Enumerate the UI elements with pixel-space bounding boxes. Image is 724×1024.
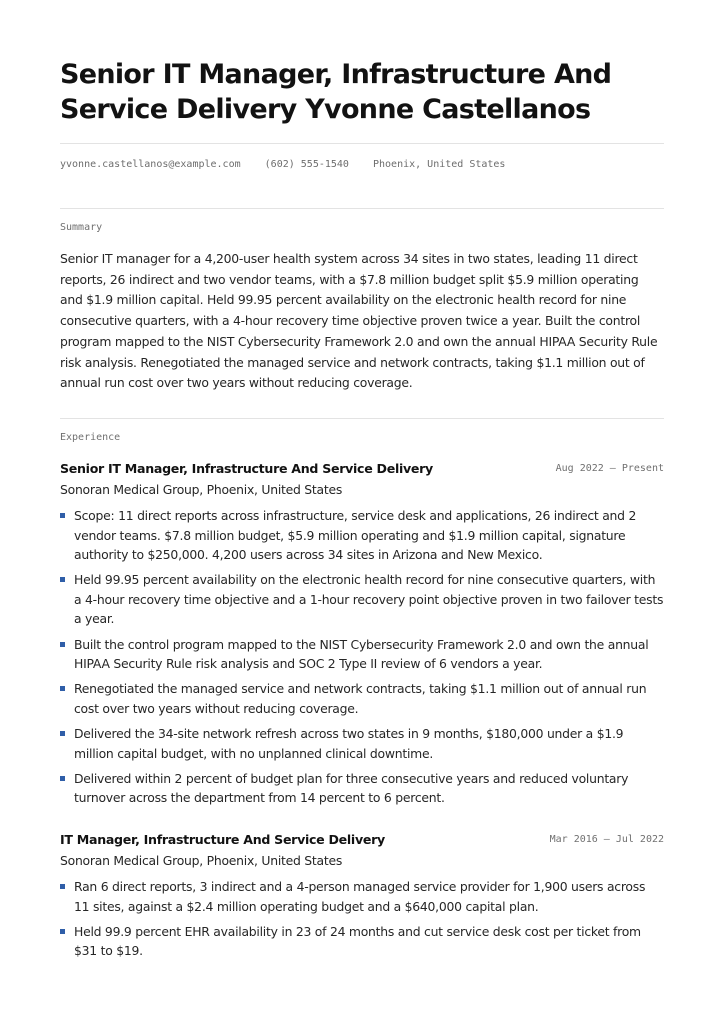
bullet-text: Held 99.95 percent availability on the electronic health record for nine consecutive quarters, with a 4-hour recovery time objective and a 1-hour recovery point objective proven in two failover tests a year. <box>74 572 664 627</box>
bullet-text: Held 99.9 percent EHR availability in 23 of 24 months and cut service desk cost per ticket from $31 to $19. <box>74 923 641 959</box>
divider <box>60 208 664 209</box>
list-item <box>60 570 664 629</box>
square-bullet-icon <box>60 884 65 889</box>
contact-location: Phoenix, United States <box>372 159 506 170</box>
job-bullets <box>60 506 664 808</box>
contact-phone[interactable]: (602) 555-1540 <box>264 159 349 170</box>
job-organization: Sonoran Medical Group, Phoenix, United States <box>60 853 343 868</box>
bullet-text: Built the control program mapped to the NIST Cybersecurity Framework 2.0 and own the annual HIPAA Security Rule risk analysis and SOC 2 Type II review of 6 vendors a year. <box>74 636 649 672</box>
square-bullet-icon <box>60 577 65 582</box>
list-item <box>60 922 664 961</box>
job-organization: Sonoran Medical Group, Phoenix, United States <box>60 482 343 497</box>
job-entry <box>60 459 664 813</box>
square-bullet-icon <box>60 776 65 781</box>
bullet-text: Delivered the 34-site network refresh across two states in 9 months, $180,000 under a $1.9 million capital budget, with no unplanned clinical downtime. <box>74 725 624 761</box>
list-item <box>60 877 664 916</box>
bullet-text: Delivered within 2 percent of budget plan for three consecutive years and reduced voluntary turnover across the department from 14 percent to 6 percent. <box>74 770 629 806</box>
list-item <box>60 679 664 718</box>
page-title: Senior IT Manager, Infrastructure And Service Delivery Yvonne Castellanos <box>60 59 612 125</box>
list-item <box>60 506 664 565</box>
job-title: Senior IT Manager, Infrastructure And Service Delivery <box>60 461 433 476</box>
divider <box>60 143 664 144</box>
section-label-experience: Experience <box>60 432 121 443</box>
square-bullet-icon <box>60 686 65 691</box>
list-item <box>60 635 664 674</box>
job-entry <box>60 830 664 966</box>
square-bullet-icon <box>60 929 65 934</box>
square-bullet-icon <box>60 731 65 736</box>
divider <box>60 418 664 419</box>
list-item <box>60 769 664 808</box>
job-header <box>60 459 664 479</box>
square-bullet-icon <box>60 642 65 647</box>
job-bullets <box>60 877 664 961</box>
section-label-summary: Summary <box>60 222 103 233</box>
bullet-text: Scope: 11 direct reports across infrastructure, service desk and applications, 26 indirect and 2 vendor teams. $7.8 million budget, $5.9 million operating and $1.9 million capital, signature authority to $250,000. 4,200 users across 34 sites in Arizona and New Mexico. <box>74 508 637 563</box>
contact-email[interactable]: yvonne.castellanos@example.com <box>60 159 241 170</box>
bullet-text: Renegotiated the managed service and network contracts, taking $1.1 million out of annual run cost over two years without reducing coverage. <box>74 681 647 716</box>
job-dates: Aug 2022 — Present <box>555 463 664 474</box>
list-item <box>60 724 664 763</box>
contact-line <box>60 158 664 172</box>
job-header <box>60 830 664 850</box>
square-bullet-icon <box>60 513 65 518</box>
bullet-text: Ran 6 direct reports, 3 indirect and a 4-person managed service provider for 1,900 users across 11 sites, against a $2.4 million operating budget and a $640,000 capital plan. <box>74 879 646 914</box>
job-title: IT Manager, Infrastructure And Service Delivery <box>60 832 385 847</box>
summary-text: Senior IT manager for a 4,200-user health system across 34 sites in two states, leading 11 direct reports, 26 indirect and two vendor teams, with a $7.8 million budget split $5.9 million operating and $1.9 million capital. Held 99.95 percent availability on the electronic health record for nine consecutive quarters, with a 4-hour recovery time objective proven twice a year. Built the control program mapped to the NIST Cybersecurity Framework 2.0 and own the annual HIPAA Security Rule risk analysis. Renegotiated the managed service and network contracts, taking $1.1 million out of annual run cost over two years without reducing coverage. <box>60 251 658 391</box>
job-dates: Mar 2016 — Jul 2022 <box>549 834 664 845</box>
